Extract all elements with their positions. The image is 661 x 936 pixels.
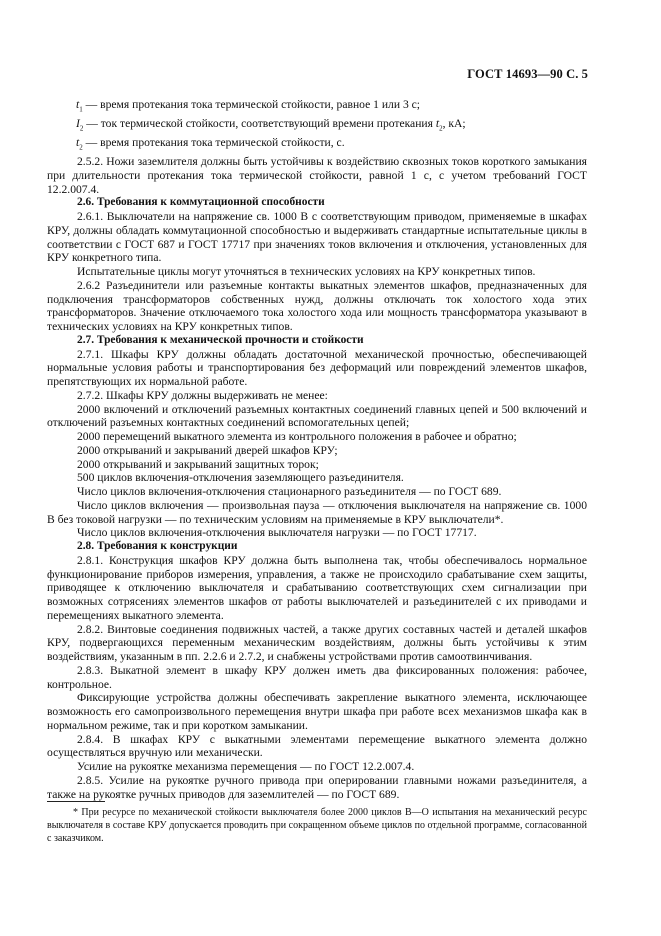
subscript: 2 xyxy=(79,143,83,152)
list-item: 2000 перемещений выкатного элемента из контрольного положения в рабочее и обратно; xyxy=(77,430,517,444)
paragraph-cycles-disconnector: Число циклов включения-отключения стационарного разъединителя — по ГОСТ 689. xyxy=(77,485,502,499)
paragraph-2-8-3: 2.8.3. Выкатной элемент в шкафу КРУ должен иметь два фиксированных положения: рабочее, контрольное. xyxy=(47,663,587,691)
paragraph-2-8-3-fixing: Фиксирующие устройства должны обеспечивать закрепление выкатного элемента, исключающее возможность его самопроизвольного перемещения внутри шкафа при работе всех механизмов шкафа как в нормальном режиме, так и при коротком замыкании. xyxy=(47,691,587,732)
list-item: 2000 открываний и закрываний дверей шкафов КРУ; xyxy=(77,443,338,457)
definition-text: , кА; xyxy=(442,117,466,131)
footnote xyxy=(47,806,587,845)
paragraph-2-8-5: 2.8.5. Усилие на рукоятке ручного привода при оперировании главными ножами разъединителя, а также на рукоятке ручных приводов для заземлителей — по ГОСТ 689. xyxy=(47,773,587,801)
paragraph-2-6-2: 2.6.2 Разъединители или разъемные контакты выкатных элементов шкафов, предназначенных для подключения трансформаторов собственных нужд, должны отключать ток холостого хода этих трансформаторов. Значение отключаемого тока холостого хода или мощность трансформатора указывают в технических условиях на КРУ конкретных типов. xyxy=(47,278,587,334)
paragraph-2-8-4: 2.8.4. В шкафах КРУ с выкатными элементами перемещение выкатного элемента должно осуществляться вручную или механически. xyxy=(47,732,587,760)
symbol: I xyxy=(76,117,80,131)
footnote-separator xyxy=(47,801,105,802)
definition-text: — время протекания тока термической стойкости, с. xyxy=(82,136,345,150)
paragraph-2-6-1-note: Испытательные циклы могут уточняться в технических условиях на КРУ конкретных типов. xyxy=(77,265,536,279)
definition-t1 xyxy=(47,98,587,117)
subscript: 1 xyxy=(79,105,83,114)
section-heading-2-8: 2.8. Требования к конструкции xyxy=(77,540,238,553)
paragraph-cycles-load-switch: Число циклов включения-отключения выключателя нагрузки — по ГОСТ 17717. xyxy=(77,526,477,540)
subscript: 2 xyxy=(439,124,443,133)
definition-text: — ток термической стойкости, соответствующий времени протекания xyxy=(83,117,436,131)
definition-I2 xyxy=(47,117,587,136)
running-header: ГОСТ 14693—90 С. 5 xyxy=(467,67,588,81)
symbol: t xyxy=(435,117,440,131)
paragraph-2-7-1: 2.7.1. Шкафы КРУ должны обладать достаточной механической прочностью, обеспечивающей нормальные условия работы и транспортирования без деформаций или повреждений элементов шкафов, препятствующих их нормальной работе. xyxy=(47,347,587,389)
section-heading-2-7: 2.7. Требования к механической прочности и стойкости xyxy=(77,333,364,346)
symbol: t xyxy=(76,136,80,150)
list-item: 2000 включений и отключений разъемных контактных соединений главных цепей и 500 включений и отключений разъемных контактных соединений вспомогательных цепей; xyxy=(47,402,587,430)
list-item: 2000 открываний и закрываний защитных торок; xyxy=(77,457,319,471)
paragraph-2-8-4-force: Усилие на рукоятке механизма перемещения — по ГОСТ 12.2.007.4. xyxy=(77,760,415,774)
section-heading-2-6: 2.6. Требования к коммутационной способности xyxy=(77,196,325,209)
paragraph-2-6-1: 2.6.1. Выключатели на напряжение св. 1000 В с соответствующим приводом, применяемые в шкафах КРУ, должны обладать коммутационной способностью и выдерживать стандартные испытательные циклы в соответствии с ГОСТ 687 и ГОСТ 17717 при значениях токов включения и отключения, установленных для КРУ конкретного типа. xyxy=(47,210,587,265)
symbol: t xyxy=(76,98,80,111)
footnote-text: * При ресурсе по механической стойкости выключателя более 2000 циклов В—О испытания на механический ресурс выключателя в составе КРУ допускается проводить при сокращенном объеме циклов по отдельной программе, согласованной с заказчиком. xyxy=(47,807,587,844)
definition-text: — время протекания тока термической стойкости, равное 1 или 3 с; xyxy=(82,98,421,111)
paragraph-2-7-2: 2.7.2. Шкафы КРУ должны выдерживать не менее: xyxy=(77,388,328,402)
document-body xyxy=(47,98,587,801)
paragraph-2-8-1: 2.8.1. Конструкция шкафов КРУ должна быть выполнена так, чтобы обеспечивалось нормальное функционирование приборов измерения, управления, а также не происходило срабатывание схем защиты, приводящее к отключению выключателя и срабатыванию соответствующих схем сигнализации при возможных сотрясениях элементов шкафов от работы выключателей и разъединителей с их приводами и перемещениях выкатного элемента. xyxy=(47,553,587,622)
list-item: 500 циклов включения-отключения заземляющего разъединителя. xyxy=(77,471,404,485)
subscript: 2 xyxy=(79,124,84,133)
paragraph-cycles-breaker: Число циклов включения — произвольная пауза — отключения выключателя на напряжение св. 1000 В без токовой нагрузки — по техническим условиям на применяемые в КРУ выключатели*. xyxy=(47,498,587,526)
definition-t2 xyxy=(47,136,587,155)
paragraph-2-5-2: 2.5.2. Ножи заземлителя должны быть устойчивы к воздействию сквозных токов короткого замыкания при длительности протекания тока термической стойкости, равной 1 с, с учетом требований ГОСТ 12.2.007.4. xyxy=(47,155,587,196)
paragraph-2-8-2: 2.8.2. Винтовые соединения подвижных частей, а также других составных частей и деталей шкафов КРУ, подвергающихся переменным механическим воздействиям, должны быть устойчивы к этим воздействиям, указанным в пп. 2.2.6 и 2.7.2, и снабжены устройствами против самоотвинчивания. xyxy=(47,622,587,664)
